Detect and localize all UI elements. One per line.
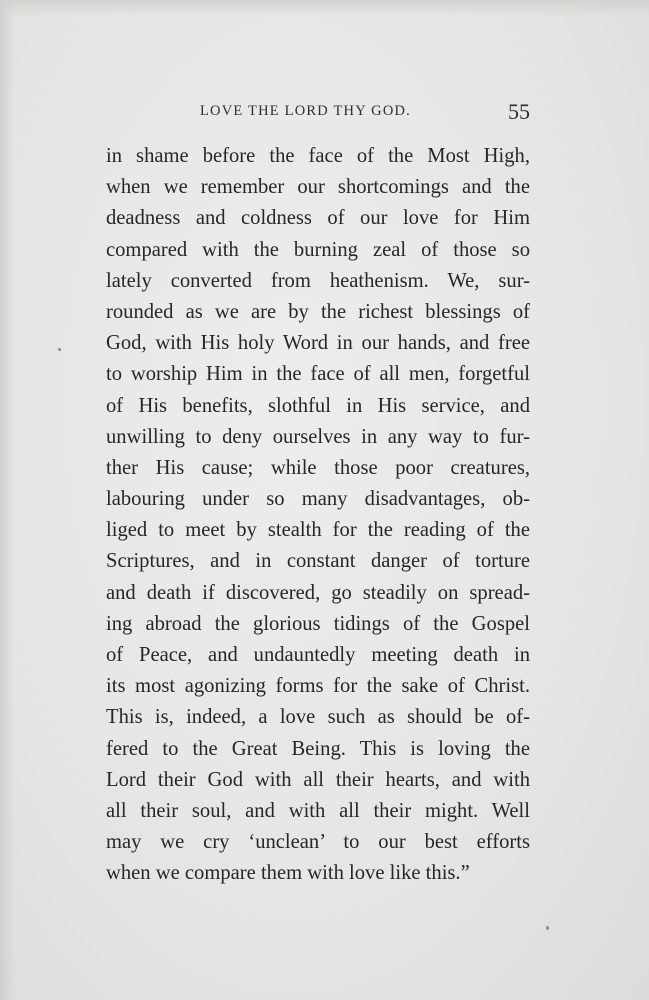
text-line: labouring under so many disadvantages, ob- xyxy=(106,488,530,511)
text-line: of His benefits, slothful in His service, and xyxy=(106,394,530,417)
page-edge-shadow-left xyxy=(0,0,14,1000)
text-line: lately converted from heathenism. We, sur- xyxy=(106,269,530,292)
running-head xyxy=(200,100,530,126)
text-line: to worship Him in the face of all men, forgetful xyxy=(106,363,530,386)
text-line: ther His cause; while those poor creatures, xyxy=(106,456,530,479)
text-line: deadness and coldness of our love for Him xyxy=(106,207,530,230)
text-line: of Peace, and undauntedly meeting death in xyxy=(106,644,530,666)
text-line: may we cry ‘unclean’ to our best efforts xyxy=(106,831,530,854)
running-head-title: LOVE THE LORD THY GOD. xyxy=(200,103,411,119)
text-line: rounded as we are by the richest blessings of xyxy=(106,300,530,323)
text-line: when we remember our shortcomings and the xyxy=(106,176,530,199)
text-line: its most agonizing forms for the sake of Christ. xyxy=(106,675,530,698)
text-line: liged to meet by stealth for the reading of the xyxy=(106,519,530,542)
text-line: compared with the burning zeal of those so xyxy=(106,238,530,261)
paper-speck xyxy=(58,348,61,351)
text-line: fered to the Great Being. This is loving the xyxy=(106,737,530,760)
text-line: all their soul, and with all their might. Well xyxy=(106,799,530,822)
text-line: ing abroad the glorious tidings of the Gospel xyxy=(106,612,530,635)
paper-speck xyxy=(546,926,549,930)
text-line-last: when we compare them with love like this.” xyxy=(106,862,470,885)
text-line: This is, indeed, a love such as should be of- xyxy=(106,706,530,729)
page-number: 55 xyxy=(508,99,530,124)
text-line: Lord their God with all their hearts, and with xyxy=(106,768,530,791)
body-text xyxy=(106,141,530,890)
text-line: and death if discovered, go steadily on spread- xyxy=(106,581,530,604)
text-line: in shame before the face of the Most High, xyxy=(106,145,530,167)
page-edge-shadow-top xyxy=(0,0,649,16)
text-line: Scriptures, and in constant danger of torture xyxy=(106,550,530,573)
text-line: God, with His holy Word in our hands, and free xyxy=(106,332,530,355)
text-line: unwilling to deny ourselves in any way to fur- xyxy=(106,425,530,448)
